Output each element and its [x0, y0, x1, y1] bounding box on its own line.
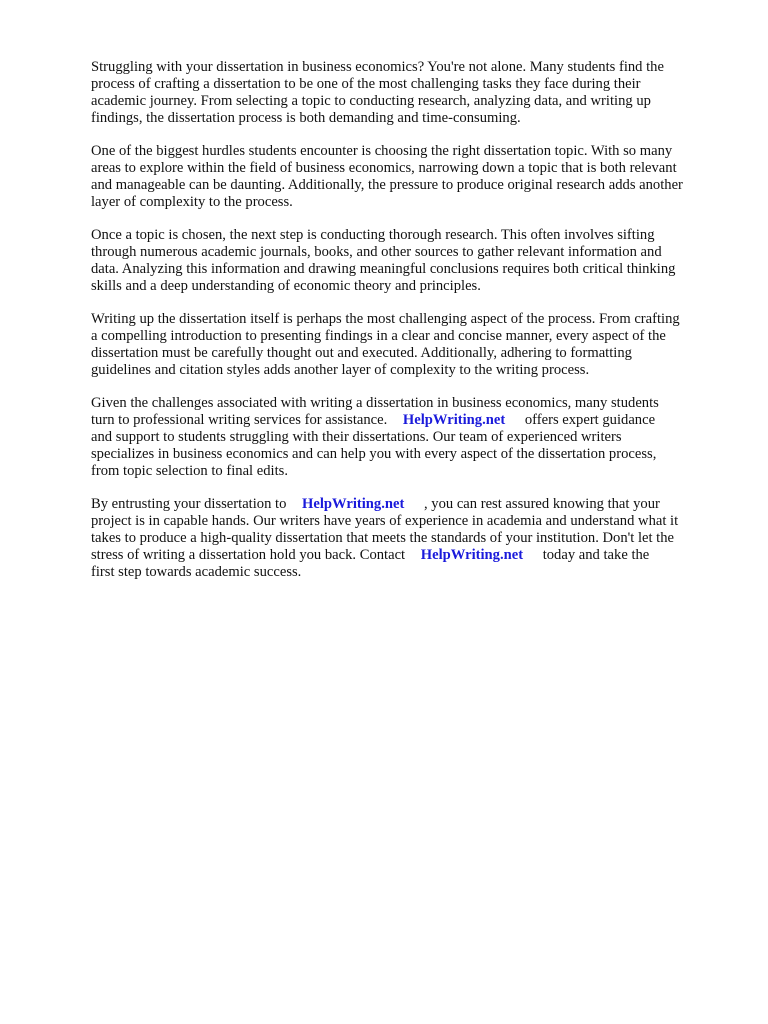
text-segment: and manageable can be daunting. Additionally, the pressure to produce original research adds another — [91, 177, 683, 193]
text-segment: turn to professional writing services for assistance. — [91, 412, 391, 428]
text-line — [91, 429, 731, 446]
text-segment: Given the challenges associated with writing a dissertation in business economics, many students — [91, 395, 659, 411]
text-line — [91, 177, 731, 194]
text-segment: guidelines and citation styles adds another layer of complexity to the writing process. — [91, 362, 590, 378]
text-segment: areas to explore within the field of business economics, narrowing down a topic that is both relevant — [91, 160, 677, 176]
text-line — [91, 446, 731, 463]
text-line — [91, 530, 731, 547]
paragraph — [91, 311, 731, 379]
text-segment: process of crafting a dissertation to be one of the most challenging tasks they face during their — [91, 76, 641, 92]
text-segment: academic journey. From selecting a topic to conducting research, analyzing data, and writing up — [91, 93, 651, 109]
text-line — [91, 395, 731, 412]
paragraph — [91, 395, 731, 480]
text-segment: Once a topic is chosen, the next step is conducting thorough research. This often involves sifting — [91, 227, 655, 243]
text-line — [91, 194, 731, 211]
text-line — [91, 328, 731, 345]
text-segment: data. Analyzing this information and drawing meaningful conclusions requires both critical thinking — [91, 261, 676, 277]
helpwriting-link[interactable]: HelpWriting.net — [402, 412, 506, 428]
text-line — [91, 160, 731, 177]
text-segment: first step towards academic success. — [91, 564, 302, 580]
text-segment: Struggling with your dissertation in business economics? You're not alone. Many students find the — [91, 59, 664, 75]
text-line — [91, 93, 731, 110]
text-line — [91, 227, 731, 244]
paragraph — [91, 227, 731, 295]
text-line — [91, 345, 731, 362]
document-body — [91, 59, 731, 581]
text-segment: , you can rest assured knowing that your — [420, 496, 660, 512]
text-segment: today and take the — [539, 547, 650, 563]
text-segment: dissertation must be carefully thought out and executed. Additionally, adhering to formatting — [91, 345, 632, 361]
text-line — [91, 463, 731, 480]
text-segment: stress of writing a dissertation hold you back. Contact — [91, 547, 409, 563]
text-line — [91, 143, 731, 160]
helpwriting-link[interactable]: HelpWriting.net — [420, 547, 524, 563]
text-segment: specializes in business economics and can help you with every aspect of the dissertation process, — [91, 446, 657, 462]
text-line — [91, 362, 731, 379]
text-segment: layer of complexity to the process. — [91, 194, 293, 210]
text-line — [91, 547, 731, 564]
text-segment: Writing up the dissertation itself is perhaps the most challenging aspect of the process. From crafting — [91, 311, 680, 327]
paragraph — [91, 143, 731, 211]
text-line — [91, 59, 731, 76]
text-line — [91, 76, 731, 93]
text-segment: By entrusting your dissertation to — [91, 496, 291, 512]
text-line — [91, 244, 731, 261]
paragraph — [91, 496, 731, 581]
text-segment: from topic selection to final edits. — [91, 463, 288, 479]
text-line — [91, 261, 731, 278]
text-segment: project is in capable hands. Our writers have years of experience in academia and understand what it — [91, 513, 679, 529]
text-line — [91, 513, 731, 530]
text-segment: takes to produce a high-quality dissertation that meets the standards of your institution. Don't let the — [91, 530, 675, 546]
text-segment: and support to students struggling with their dissertations. Our team of experienced writers — [91, 429, 622, 445]
document-page — [91, 59, 731, 581]
helpwriting-link[interactable]: HelpWriting.net — [302, 496, 405, 512]
text-line — [91, 110, 731, 127]
text-segment: through numerous academic journals, books, and other sources to gather relevant information and — [91, 244, 662, 260]
text-line — [91, 412, 731, 429]
text-line — [91, 278, 731, 295]
text-line — [91, 496, 731, 513]
text-segment: offers expert guidance — [521, 412, 656, 428]
text-line — [91, 564, 731, 581]
text-segment: skills and a deep understanding of economic theory and principles. — [91, 278, 481, 294]
paragraph — [91, 59, 731, 127]
text-segment: findings, the dissertation process is both demanding and time-consuming. — [91, 110, 521, 126]
text-segment: One of the biggest hurdles students encounter is choosing the right dissertation topic. With so many — [91, 143, 673, 159]
text-line — [91, 311, 731, 328]
text-segment: a compelling introduction to presenting findings in a clear and concise manner, every aspect of the — [91, 328, 666, 344]
